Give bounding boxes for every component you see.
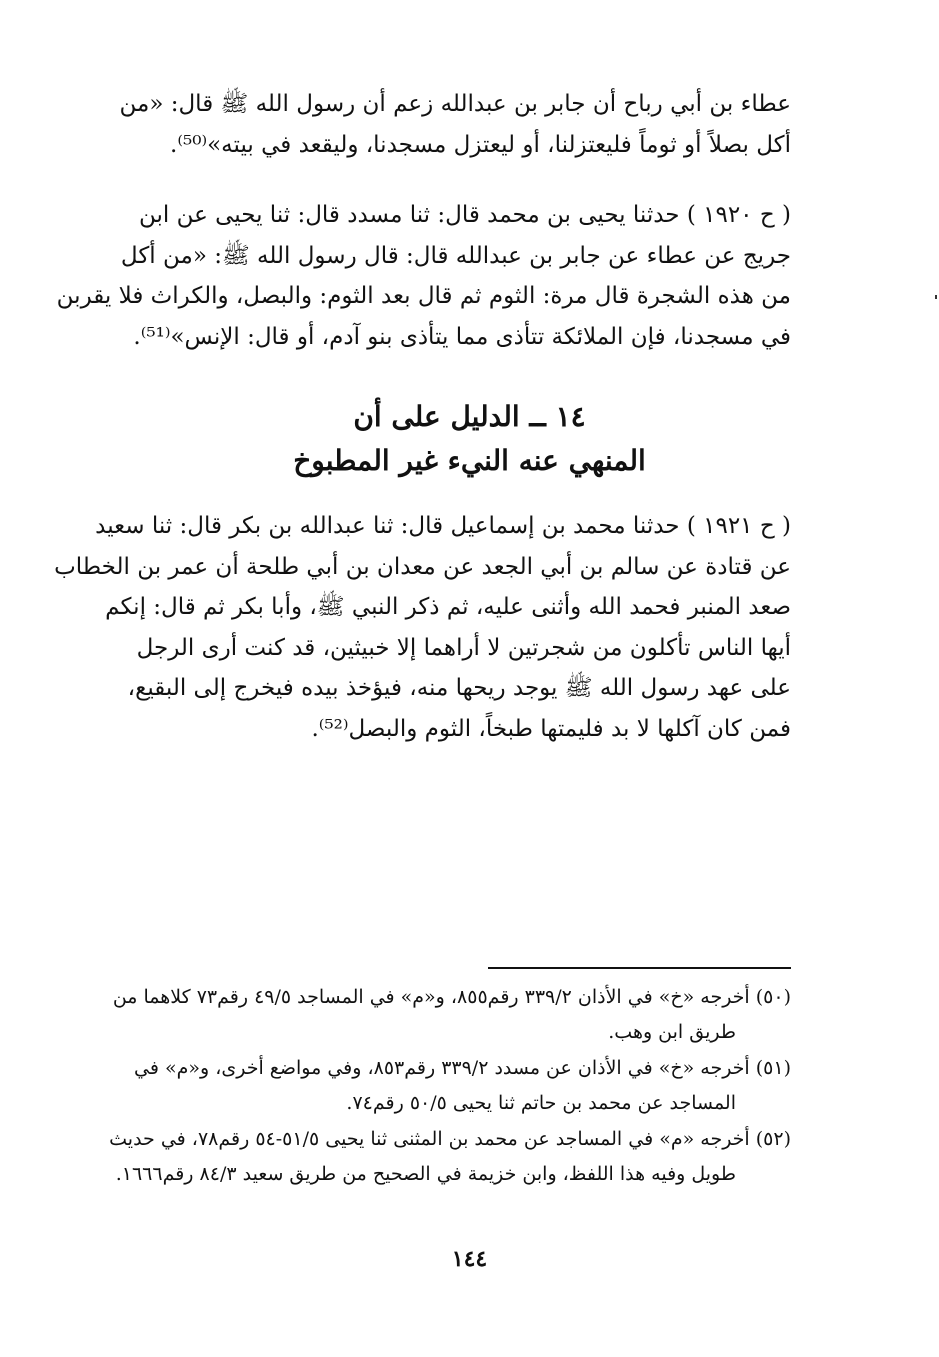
paragraph-line: فمن كان آكلها لا بد فليمتها طبخاً، الثوم والبصل⁽⁵²⁾. (311, 715, 791, 742)
footnotes (109, 980, 791, 1193)
paragraph-line: أكل بصلاً أو ثوماً فليعتزلنا، أو ليعتزل مسجدنا، وليقعد في بيته»⁽⁵⁰⁾. (170, 131, 791, 158)
paragraph-line: صعد المنبر فحمد الله وأثنى عليه، ثم ذكر النبي ﷺ، وأبا بكر ثم قال: إنكم (105, 594, 791, 620)
footnote-line: طويل وفيه هذا اللفظ، وابن خزيمة في الصحيح من طريق سعيد ٨٤/٣ رقم١٦٦٦. (115, 1163, 736, 1185)
paragraph-line: جريج عن عطاء عن جابر بن عبدالله قال: قال رسول الله ﷺ: «من أكل (120, 242, 791, 269)
paragraph-line: على عهد رسول الله ﷺ يوجد ريحها منه، فيؤخذ بيده فيخرج إلى البقيع، (127, 675, 791, 701)
footnote-line: (٥٢) أخرجه «م» في المساجد عن محمد بن المثنى ثنا يحيى ٥١/٥-٥٤ رقم٧٨، في حديث (109, 1128, 791, 1150)
footnote-line: (٥٠) أخرجه «خ» في الأذان ٣٣٩/٢ رقم٨٥٥، و«م» في المساجد ٤٩/٥ رقم٧٣ كلاهما من (112, 986, 791, 1008)
footnote-line: المساجد عن محمد بن حاتم ثنا يحيى ٥٠/٥ رقم٧٤. (346, 1092, 736, 1114)
footnote-51 (134, 1051, 791, 1121)
section-title-line-1: ١٤ ــ الدليل على أن (353, 400, 586, 433)
scan-edge-mark (935, 295, 937, 299)
footnote-52 (109, 1122, 791, 1192)
footnote-line: (٥١) أخرجه «خ» في الأذان عن مسدد ٣٣٩/٢ رقم٨٥٣، وفي مواضع أخرى، و«م» في (134, 1057, 791, 1079)
paragraph-3 (54, 506, 791, 749)
paragraph-line: من هذه الشجرة قال مرة: الثوم ثم قال بعد الثوم: والبصل، والكراث فلا يقربن (56, 283, 791, 309)
paragraph-1 (119, 84, 791, 165)
section-title-line-2: المنهي عنه النيء غير المطبوخ (293, 444, 646, 477)
footnote-line: طريق ابن وهب. (608, 1021, 736, 1043)
footnote-divider (488, 967, 791, 969)
paragraph-line: أيها الناس تأكلون من شجرتين لا أراهما إلا خبيثين، قد كنت أرى الرجل (136, 634, 791, 661)
paragraph-line: ( ح ١٩٢١ ) حدثنا محمد بن إسماعيل قال: ثنا عبدالله بن بكر قال: ثنا سعيد (95, 513, 791, 539)
page-number: ١٤٤ (451, 1246, 488, 1272)
paragraph-2 (56, 195, 791, 357)
footnote-50 (112, 980, 791, 1050)
paragraph-line: ( ح ١٩٢٠ ) حدثنا يحيى بن محمد قال: ثنا مسدد قال: ثنا يحيى عن ابن (138, 202, 791, 228)
paragraph-line: في مسجدنا، فإن الملائكة تتأذى مما يتأذى بنو آدم، أو قال: الإنس»⁽⁵¹⁾. (133, 323, 791, 350)
paragraph-line: عطاء بن أبي رباح أن جابر بن عبدالله زعم أن رسول الله ﷺ قال: «من (119, 91, 791, 117)
paragraph-line: عن قتادة عن سالم بن أبي الجعد عن معدان بن أبي طلحة أن عمر بن الخطاب (54, 553, 791, 580)
